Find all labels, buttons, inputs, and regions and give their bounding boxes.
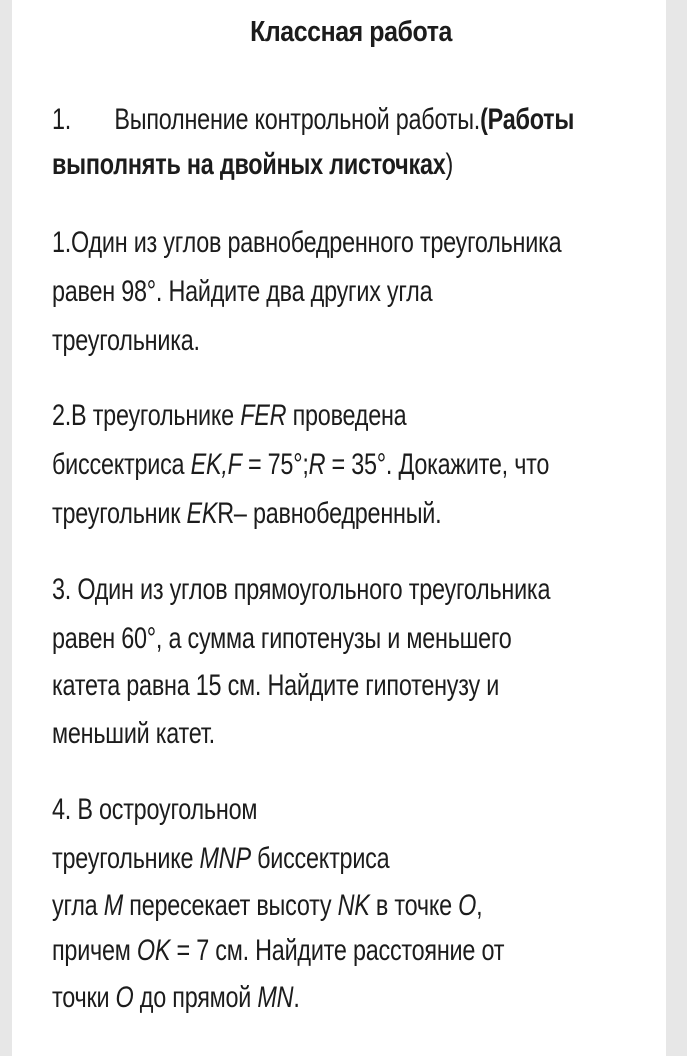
task4-text-5: точки bbox=[52, 981, 116, 1014]
task2-text-2-mid: = 75°; bbox=[241, 448, 309, 481]
task2-line-2 bbox=[52, 445, 549, 485]
task4-var-nk: NK bbox=[337, 889, 370, 922]
task2-text-2: биссектриса bbox=[52, 448, 191, 481]
task3-line-4: меньший катет. bbox=[52, 717, 215, 750]
task4-text-5-tail: . bbox=[293, 981, 300, 1014]
task4-var-mn: MN bbox=[257, 981, 294, 1014]
task4-text-2: треугольнике bbox=[52, 842, 200, 875]
intro-line-1 bbox=[52, 100, 574, 140]
task1-line-3: треугольника. bbox=[52, 324, 200, 357]
task4-line-5 bbox=[52, 978, 300, 1018]
task3-line-3: катета равна 15 см. Найдите гипотенузу и bbox=[52, 669, 500, 702]
task4-text-4: причем bbox=[52, 934, 137, 967]
intro-bold-note-1: Работы bbox=[487, 103, 575, 136]
task4-line-4 bbox=[52, 931, 504, 971]
intro-close-paren: ) bbox=[445, 148, 454, 181]
task2-var-ekf: EK,F bbox=[190, 448, 242, 481]
intro-text: Выполнение контрольной работы. bbox=[114, 103, 481, 136]
document-page bbox=[12, 0, 666, 1056]
task4-line-3 bbox=[52, 886, 482, 926]
task2-line-1 bbox=[52, 396, 406, 436]
task4-text-3: угла bbox=[52, 889, 104, 922]
intro-open-paren: ( bbox=[480, 103, 488, 136]
task2-text-3-tail: R– равнобедренный. bbox=[217, 497, 442, 530]
task1-line-2: равен 98°. Найдите два других угла bbox=[52, 275, 433, 308]
task2-text-1-tail: проведена bbox=[286, 399, 407, 432]
task4-var-ok: OK bbox=[136, 934, 171, 967]
task4-text-3-mid: пересекает высоту bbox=[122, 889, 338, 922]
task4-line-1: 4. В остроугольном bbox=[52, 793, 258, 826]
task2-text-3: треугольник bbox=[52, 497, 187, 530]
task4-text-2-tail: биссектриса bbox=[250, 842, 390, 875]
page-title: Классная работа bbox=[250, 16, 452, 48]
task4-var-mnp: MNP bbox=[199, 842, 251, 875]
task2-text-1: 2.В треугольнике bbox=[52, 399, 241, 432]
task3-line-1: 3. Один из углов прямоугольного треугольника bbox=[52, 573, 551, 606]
intro-line-2 bbox=[52, 145, 453, 185]
task4-text-4-tail: = 7 см. Найдите расстояние от bbox=[170, 934, 505, 967]
intro-number: 1. bbox=[52, 103, 72, 136]
task4-text-3-mid2: в точке bbox=[369, 889, 459, 922]
task4-var-m: M bbox=[103, 889, 123, 922]
task3-line-2: равен 60°, а сумма гипотенузы и меньшего bbox=[52, 622, 512, 655]
task4-var-o2: O bbox=[115, 981, 134, 1014]
task1-line-1: 1.Один из углов равнобедренного треугольника bbox=[52, 226, 562, 259]
task2-var-ek: EK bbox=[186, 497, 218, 530]
task2-line-3 bbox=[52, 494, 441, 534]
task4-text-3-tail: , bbox=[476, 889, 483, 922]
task4-line-2 bbox=[52, 839, 389, 879]
task2-text-2-tail: = 35°. Докажите, что bbox=[325, 448, 550, 481]
intro-bold-note-2: выполнять на двойных листочках bbox=[52, 148, 446, 181]
task4-text-5-mid: до прямой bbox=[133, 981, 258, 1014]
task2-var-fer: FER bbox=[240, 399, 287, 432]
task2-var-r: R bbox=[308, 448, 326, 481]
task4-var-o: O bbox=[458, 889, 477, 922]
